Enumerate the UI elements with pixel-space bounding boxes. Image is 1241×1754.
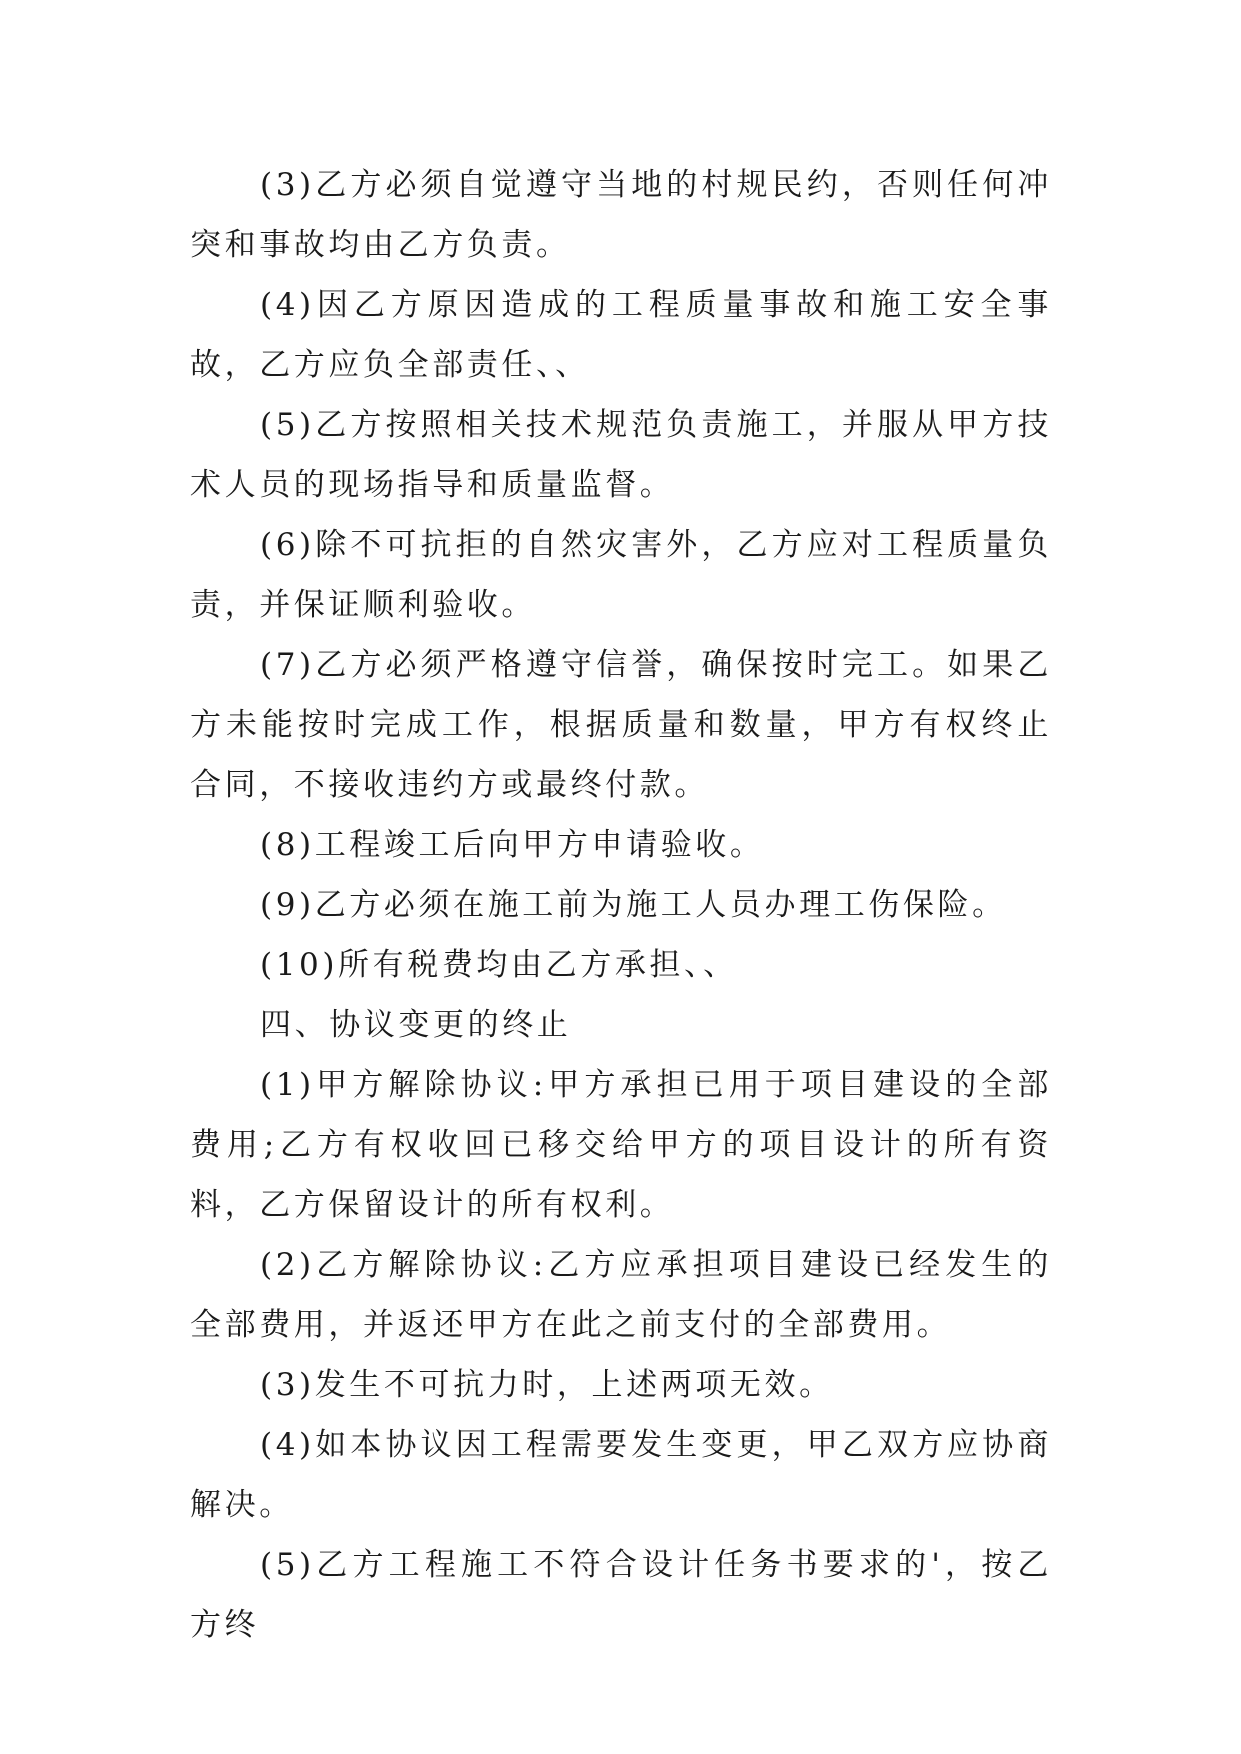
document-body	[190, 155, 1052, 1655]
paragraph-clause-9: (9)乙方必须在施工前为施工人员办理工伤保险。	[260, 887, 1007, 923]
section-heading-4: 四、协议变更的终止	[260, 1007, 572, 1043]
paragraph-termination-2: (2)乙方解除协议:乙方应承担项目建设已经发生的全部费用，并返还甲方在此之前支付的全部费用。	[190, 1247, 1052, 1343]
paragraph-clause-10: (10)所有税费均由乙方承担、、	[260, 947, 738, 983]
paragraph-termination-3: (3)发生不可抗力时，上述两项无效。	[260, 1367, 834, 1403]
paragraph-clause-3: (3)乙方必须自觉遵守当地的村规民约，否则任何冲突和事故均由乙方负责。	[190, 167, 1052, 263]
paragraph-clause-6: (6)除不可抗拒的自然灾害外，乙方应对工程质量负责，并保证顺利验收。	[190, 527, 1052, 623]
paragraph-clause-4: (4)因乙方原因造成的工程质量事故和施工安全事故，乙方应负全部责任、、	[190, 287, 1052, 383]
paragraph-termination-4: (4)如本协议因工程需要发生变更，甲乙双方应协商解决。	[190, 1427, 1052, 1523]
paragraph-termination-5: (5)乙方工程施工不符合设计任务书要求的'，按乙方终	[190, 1547, 1052, 1643]
paragraph-clause-5: (5)乙方按照相关技术规范负责施工，并服从甲方技术人员的现场指导和质量监督。	[190, 407, 1052, 503]
paragraph-clause-7: (7)乙方必须严格遵守信誉，确保按时完工。如果乙方未能按时完成工作，根据质量和数量，甲方有权终止合同，不接收违约方或最终付款。	[190, 647, 1052, 803]
paragraph-clause-8: (8)工程竣工后向甲方申请验收。	[260, 827, 765, 863]
paragraph-termination-1: (1)甲方解除协议:甲方承担已用于项目建设的全部费用;乙方有权收回已移交给甲方的项目设计的所有资料，乙方保留设计的所有权利。	[190, 1067, 1052, 1223]
